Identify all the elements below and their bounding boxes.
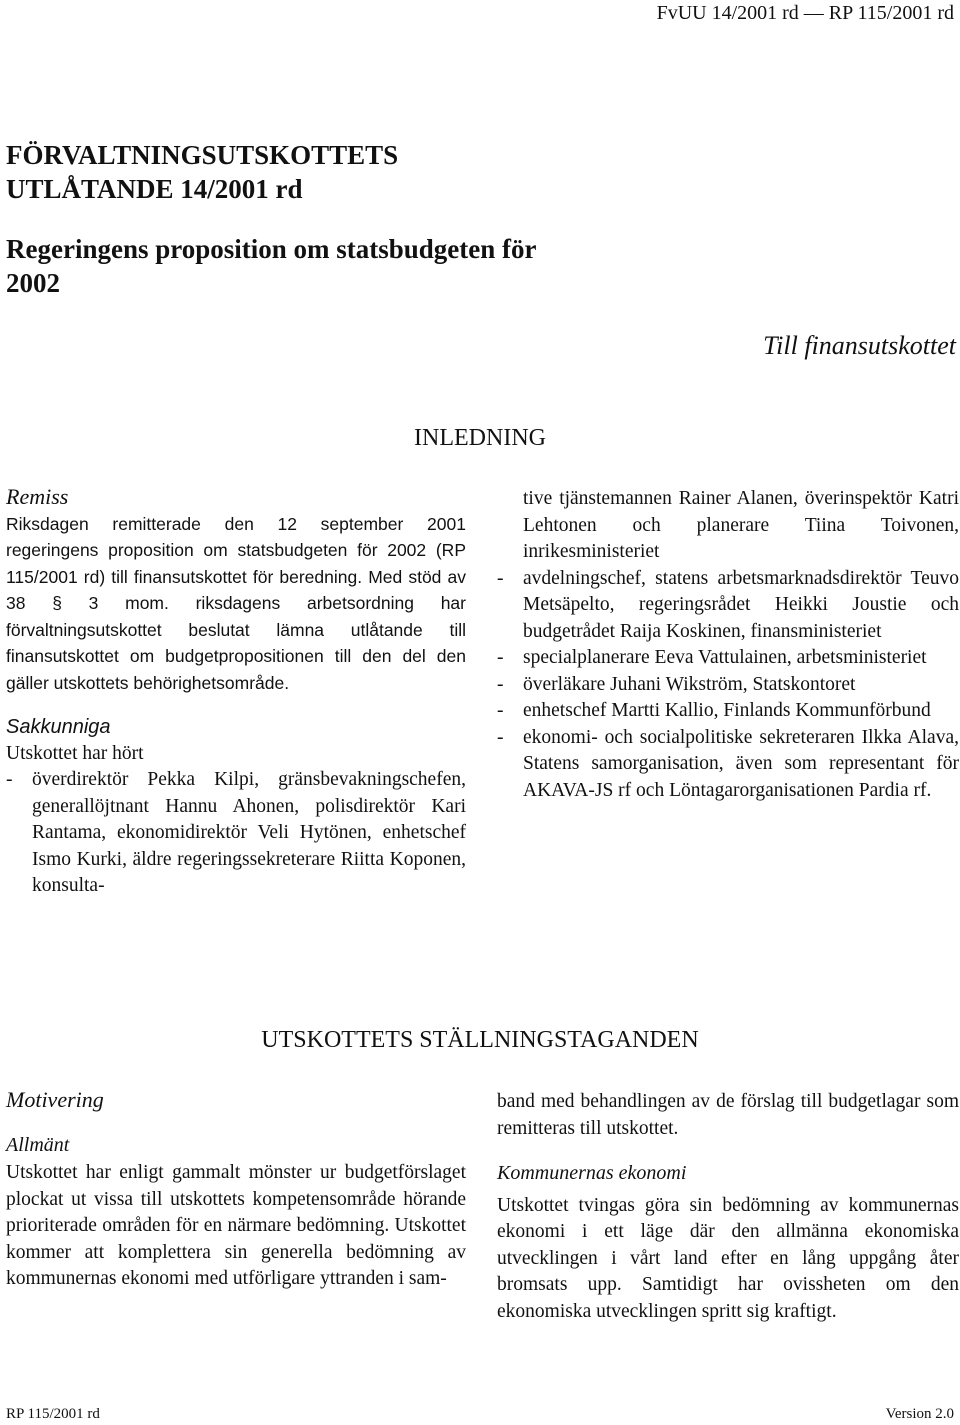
stallningstaganden-right-column — [497, 1089, 959, 1325]
title-line-2: UTLÅTANDE 14/2001 rd — [6, 174, 303, 204]
title-line-1: FÖRVALTNINGSUTSKOTTETS — [6, 140, 399, 170]
expert-list-item: - specialplanerare Eeva Vattulainen, arbetsministeriet — [497, 645, 959, 672]
sakkunniga-intro: Utskottet har hört — [6, 742, 144, 764]
expert-list-item: - avdelningschef, statens arbetsmarknadsdirektör Teuvo Metsäpelto, regeringsrådet Heikki Joustie och budgetrådet Raija Koskinen, finansministeriet — [497, 566, 959, 646]
kommun-paragraph: Utskottet tvingas göra sin bedömning av kommunernas ekonomi i ett läge där den allmänna ekonomiska utvecklingen i vårt land efter en lång uppgång åter bromsats upp. Samtidigt har ovissheten om den ekonomiska utvecklingen spritt sig kraftigt. — [497, 1194, 959, 1322]
remiss-heading: Remiss — [6, 484, 69, 509]
subject-line-1: Regeringens proposition om statsbudgeten för — [6, 234, 537, 264]
kommun-heading: Kommunernas ekonomi — [497, 1162, 687, 1184]
footer-right: Version 2.0 — [885, 1406, 954, 1422]
expert-text: överläkare Juhani Wikström, Statskontoret — [523, 673, 856, 695]
expert-text: överdirektör Pekka Kilpi, gränsbevakningschefen, generallöjtnant Hannu Ahonen, polisdirektör Kari Rantama, ekonomidirektör Veli Hytönen, enhetschef Ismo Kurki, äldre regeringssekreterare Riitta Koponen, konsulta- — [32, 769, 466, 896]
remiss-paragraph: Riksdagen remitterade den 12 september 2001 regeringens proposition om statsbudgeten för 2002 (RP 115/2001 rd) till finansutskottet för beredning. Med stöd av 38 § 3 mom. riksdagens arbetsordning har förvaltningsutskottet beslutat lämna utlåtande till finansutskottet om budgetpropositionen till den del den gäller utskottets behörighetsområde. — [6, 513, 466, 693]
experts-continuation: tive tjänstemannen Rainer Alanen, överinspektör Katri Lehtonen och planerare Tiina Toivonen, inrikesministeriet — [523, 488, 959, 562]
document-subject — [6, 232, 537, 300]
expert-list-item: - ekonomi- och socialpolitiske sekreteraren Ilkka Alava, Statens samorganisation, även som representant för AKAVA-JS rf och Löntagarorganisationen Pardia rf. — [497, 725, 959, 805]
section-heading-stallningstaganden: UTSKOTTETS STÄLLNINGSTAGANDEN — [261, 1027, 699, 1053]
stallningstaganden-left-column — [6, 1087, 466, 1293]
expert-list-item: - enhetschef Martti Kallio, Finlands Kommunförbund — [497, 698, 959, 725]
expert-text: enhetschef Martti Kallio, Finlands Kommunförbund — [523, 700, 931, 721]
expert-list-item: - överdirektör Pekka Kilpi, gränsbevakningschefen, generallöjtnant Hannu Ahonen, polisdirektör Kari Rantama, ekonomidirektör Veli Hytönen, enhetschef Ismo Kurki, äldre regeringssekreterare Riitta Koponen, konsulta- — [6, 767, 466, 900]
motivering-heading: Motivering — [6, 1087, 104, 1112]
inledning-left-column — [6, 484, 466, 900]
allmant-continuation: band med behandlingen av de förslag till budgetlagar som remitteras till utskottet. — [497, 1091, 959, 1139]
expert-text: specialplanerare Eeva Vattulainen, arbetsministeriet — [523, 647, 927, 668]
footer-left: RP 115/2001 rd — [6, 1406, 100, 1422]
subject-line-2: 2002 — [6, 268, 60, 298]
expert-list-item: - överläkare Juhani Wikström, Statskontoret — [497, 672, 959, 699]
allmant-paragraph: Utskottet har enligt gammalt mönster ur budgetförslaget plockat ut vissa till utskottets kompetensområde hörande prioriterade områden för en närmare bedömning. Utskottet kommer att komplettera sin generella bedömning av kommunernas ekonomi med utförligare yttranden i sam- — [6, 1162, 466, 1289]
running-header: FvUU 14/2001 rd — RP 115/2001 rd — [656, 2, 954, 24]
expert-text: ekonomi- och socialpolitiske sekreteraren Ilkka Alava, Statens samorganisation, även som representant för AKAVA-JS rf och Löntagarorganisationen Pardia rf. — [523, 726, 959, 801]
sakkunniga-heading: Sakkunniga — [6, 716, 111, 738]
section-heading-inledning: INLEDNING — [414, 425, 546, 451]
document-title — [6, 138, 398, 206]
inledning-right-column — [497, 486, 959, 804]
allmant-heading: Allmänt — [6, 1133, 70, 1156]
expert-text: avdelningschef, statens arbetsmarknadsdirektör Teuvo Metsäpelto, regeringsrådet Heikki Joustie och budgetrådet Raija Koskinen, finansministeriet — [523, 567, 959, 642]
addressee: Till finansutskottet — [763, 331, 956, 360]
